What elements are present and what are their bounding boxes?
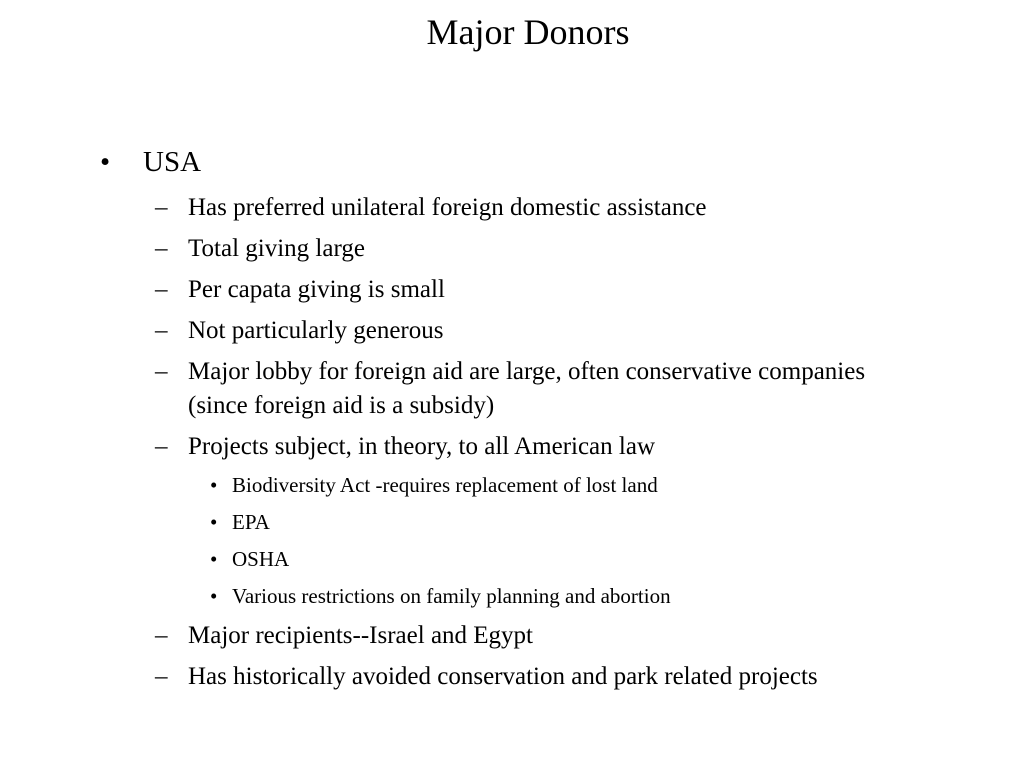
point-text: Has preferred unilateral foreign domestic assistance xyxy=(188,194,707,221)
subpoint-biodiversity-act xyxy=(210,472,658,498)
point-total-giving xyxy=(155,232,915,266)
point-text: Total giving large xyxy=(188,235,365,262)
dash-marker: – xyxy=(155,276,168,303)
point-text: Has historically avoided conservation and park related projects xyxy=(188,663,818,690)
subpoint-text: OSHA xyxy=(232,547,290,571)
bullet-marker: • xyxy=(210,473,218,497)
point-text: Major lobby for foreign aid are large, often conservative companies (since foreign aid is a subsidy) xyxy=(188,358,866,419)
point-text: Not particularly generous xyxy=(188,317,444,344)
bullet-marker: • xyxy=(100,146,111,178)
point-american-law xyxy=(155,430,915,464)
dash-marker: – xyxy=(155,317,168,344)
bullet-usa-label: USA xyxy=(143,146,202,178)
point-conservation-projects xyxy=(155,660,915,694)
point-text: Major recipients--Israel and Egypt xyxy=(188,622,534,649)
point-major-recipients xyxy=(155,619,915,653)
dash-marker: – xyxy=(155,194,168,221)
dash-marker: – xyxy=(155,433,168,460)
subpoint-text: Biodiversity Act -requires replacement of lost land xyxy=(232,473,658,497)
subpoint-text: Various restrictions on family planning and abortion xyxy=(232,584,671,608)
point-not-generous xyxy=(155,314,915,348)
point-unilateral-assistance xyxy=(155,191,915,225)
bullet-marker: • xyxy=(210,510,218,534)
dash-marker: – xyxy=(155,358,168,385)
dash-marker: – xyxy=(155,663,168,690)
subpoint-epa xyxy=(210,509,270,535)
dash-marker: – xyxy=(155,235,168,262)
point-per-capita-giving xyxy=(155,273,915,307)
subpoint-family-planning xyxy=(210,583,671,609)
point-text: Projects subject, in theory, to all American law xyxy=(188,433,656,460)
point-text: Per capata giving is small xyxy=(188,276,445,303)
dash-marker: – xyxy=(155,622,168,649)
point-lobby xyxy=(155,355,915,423)
bullet-marker: • xyxy=(210,547,218,571)
subpoint-text: EPA xyxy=(232,510,270,534)
slide-title: Major Donors xyxy=(426,12,630,52)
subpoint-osha xyxy=(210,546,289,572)
bullet-marker: • xyxy=(210,584,218,608)
